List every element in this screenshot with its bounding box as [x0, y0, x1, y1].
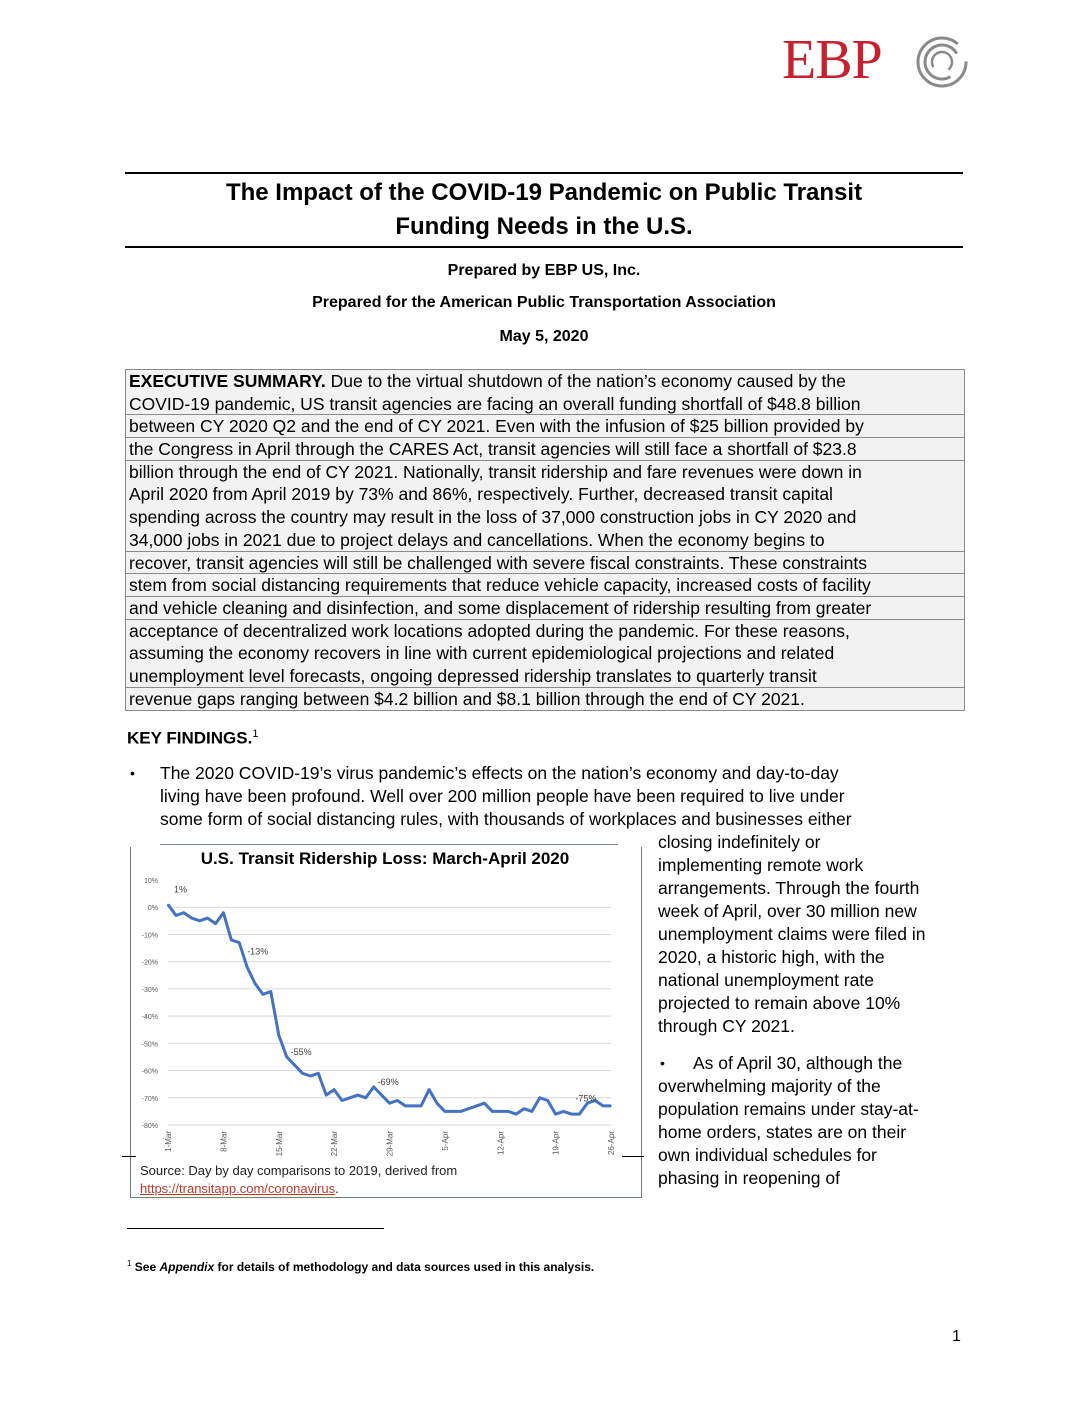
title-line-2: Funding Needs in the U.S.: [395, 213, 693, 240]
key-findings-label: KEY FINDINGS.: [127, 728, 253, 748]
data-label: -13%: [247, 946, 269, 957]
chart-tick-mark: [122, 1156, 136, 1157]
finding-bullet-2: [658, 1052, 958, 1190]
ridership-line-chart: [131, 870, 631, 1160]
exec-line: [126, 370, 964, 393]
data-point: [286, 1056, 288, 1058]
bullet-line: some form of social distancing rules, with thousands of workplaces and businesses either: [160, 809, 852, 829]
exec-line: acceptance of decentralized work locations adopted during the pandemic. For these reasons,: [129, 620, 850, 641]
exec-line: 34,000 jobs in 2021 due to project delays and cancellations. When the economy begins to: [126, 529, 964, 552]
source-link[interactable]: https://transitapp.com/coronavirus: [140, 1181, 336, 1196]
exec-line: and vehicle cleaning and disinfection, and some displacement of ridership resulting from greater: [126, 597, 964, 620]
footnote-text: See: [131, 1260, 160, 1274]
y-tick-label: -80%: [141, 1123, 158, 1130]
bullet-line: population remains under stay-at-: [658, 1099, 919, 1119]
finding-bullet-1: [160, 762, 960, 831]
data-point: [175, 915, 177, 917]
bullet-icon: •: [660, 1055, 665, 1071]
data-point: [476, 1105, 478, 1107]
exec-line: the Congress in April through the CARES Act, transit agencies will still face a shortfall of $23.8: [126, 438, 964, 461]
data-point: [199, 920, 201, 922]
data-point: [349, 1097, 351, 1099]
data-point: [294, 1064, 296, 1066]
data-point: [531, 1111, 533, 1113]
data-point: [428, 1089, 430, 1091]
exec-line: recover, transit agencies will still be challenged with severe fiscal constraints. These constraints: [126, 552, 964, 575]
logo-text: EBP: [782, 29, 882, 91]
data-point: [325, 1094, 327, 1096]
data-point: [397, 1100, 399, 1102]
bullet-line: closing indefinitely or: [658, 832, 821, 852]
x-tick-label: 22-Mar: [330, 1131, 340, 1157]
exec-line: unemployment level forecasts, ongoing depressed ridership translates to quarterly transit: [126, 665, 964, 688]
data-point: [278, 1034, 280, 1036]
chart-top-rule: [160, 844, 618, 845]
source-text: Source: Day by day comparisons to 2019, derived from: [140, 1163, 458, 1178]
bullet-line: home orders, states are on their: [658, 1122, 907, 1142]
data-point: [341, 1100, 343, 1102]
data-point: [310, 1075, 312, 1077]
logo-ring-icon: [914, 34, 972, 90]
data-point: [246, 966, 248, 968]
data-point: [492, 1111, 494, 1113]
bullet-line: living have been profound. Well over 200 million people have been required to live under: [160, 786, 845, 806]
x-tick-label: 1-Mar: [164, 1131, 173, 1152]
data-point: [452, 1111, 454, 1113]
data-point: [373, 1086, 375, 1088]
x-tick-label: 8-Mar: [219, 1131, 229, 1152]
source-link-period: .: [335, 1181, 339, 1196]
exec-summary-label: EXECUTIVE SUMMARY.: [129, 371, 326, 391]
bullet-line: phasing in reopening of: [658, 1168, 840, 1188]
data-point: [262, 994, 264, 996]
chart-tick-mark: [622, 1156, 644, 1157]
x-tick-label: 29-Mar: [385, 1131, 395, 1157]
title-line-1: The Impact of the COVID-19 Pandemic on Public Transit: [225, 179, 863, 206]
footnote: [127, 1259, 594, 1274]
y-tick-label: -40%: [141, 1014, 158, 1022]
data-label: -69%: [377, 1077, 399, 1088]
data-point: [468, 1108, 470, 1110]
data-point: [523, 1108, 525, 1110]
data-point: [381, 1094, 383, 1096]
data-label: -75%: [575, 1093, 597, 1104]
footnote-ref[interactable]: 1: [252, 728, 259, 740]
data-label: -55%: [290, 1046, 312, 1057]
data-label: 1%: [174, 884, 188, 895]
data-point: [499, 1111, 501, 1113]
bullet-line: implementing remote work: [658, 855, 864, 875]
data-point: [238, 942, 240, 944]
x-tick-label: 26-Apr: [607, 1131, 616, 1156]
data-point: [357, 1094, 359, 1096]
document-title: [125, 176, 963, 244]
exec-line: April 2020 from April 2019 by 73% and 86%, respectively. Further, decreased transit capital: [129, 484, 833, 505]
data-point: [223, 912, 225, 914]
footnote-marker: 1: [127, 1259, 132, 1268]
prepared-for: Prepared for the American Public Transportation Association: [312, 294, 776, 311]
report-date: May 5, 2020: [499, 328, 589, 345]
exec-line: stem from social distancing requirements that reduce vehicle capacity, increased costs of facility: [126, 574, 964, 597]
y-tick-label: -50%: [141, 1041, 158, 1049]
data-point: [191, 917, 193, 919]
bullet-line: week of April, over 30 million new: [658, 901, 917, 921]
bullet-line: arrangements. Through the fourth: [658, 878, 920, 898]
data-point: [215, 923, 217, 925]
data-point: [420, 1105, 422, 1107]
x-tick-label: 5-Apr: [440, 1131, 450, 1151]
y-tick-label: -20%: [141, 959, 158, 967]
bullet-line: national unemployment rate: [658, 970, 874, 990]
bullet-line: unemployment claims were filed in: [658, 924, 926, 944]
finding-bullet-1-continued: [658, 831, 958, 1038]
y-tick-label: -10%: [141, 932, 158, 940]
data-point: [365, 1097, 367, 1099]
data-point: [412, 1105, 414, 1107]
exec-line: revenue gaps ranging between $4.2 billion and $8.1 billion through the end of CY 2021.: [129, 688, 805, 709]
exec-line: between CY 2020 Q2 and the end of CY 2021. Even with the infusion of $25 billion provided by: [126, 415, 964, 438]
data-point: [318, 1072, 320, 1074]
prepared-by: Prepared by EBP US, Inc.: [447, 262, 641, 279]
data-point: [333, 1089, 335, 1091]
footnote-rule: [127, 1228, 384, 1229]
data-point: [183, 912, 185, 914]
data-point: [547, 1100, 549, 1102]
x-tick-label: 15-Mar: [274, 1131, 284, 1157]
bullet-line: own individual schedules for: [658, 1145, 877, 1165]
data-point: [302, 1072, 304, 1074]
data-point: [254, 983, 256, 985]
y-tick-label: 10%: [143, 878, 158, 885]
data-point: [579, 1113, 581, 1115]
data-point: [610, 1105, 612, 1107]
chart-title: U.S. Transit Ridership Loss: March-April 2020: [200, 849, 570, 868]
data-point: [167, 904, 169, 906]
y-tick-label: 0%: [147, 905, 158, 913]
bullet-line: 2020, a historic high, with the: [658, 947, 885, 967]
exec-line-text: Due to the virtual shutdown of the nation’s economy caused by the: [325, 371, 846, 391]
data-point: [460, 1111, 462, 1113]
page-number: 1: [952, 1328, 961, 1345]
data-point: [539, 1097, 541, 1099]
data-point: [389, 1102, 391, 1104]
y-tick-label: -60%: [141, 1068, 158, 1076]
chart-source: [140, 1162, 457, 1198]
data-point: [207, 917, 209, 919]
x-tick-label: 19-Apr: [551, 1131, 561, 1156]
x-tick-label: 12-Apr: [496, 1131, 506, 1156]
bullet-line: through CY 2021.: [658, 1016, 795, 1036]
bullet-line: The 2020 COVID-19’s virus pandemic’s effects on the nation’s economy and day-to-day: [160, 763, 839, 783]
exec-line: billion through the end of CY 2021. Nationally, transit ridership and fare revenues were down in: [129, 461, 862, 482]
exec-line: assuming the economy recovers in line with current epidemiological projections and related: [129, 643, 835, 664]
data-point: [405, 1105, 407, 1107]
bullet-line: As of April 30, although the: [693, 1053, 903, 1073]
bullet-icon: •: [130, 765, 135, 781]
data-point: [230, 939, 232, 941]
data-point: [563, 1111, 565, 1113]
data-point: [571, 1113, 573, 1115]
data-point: [507, 1111, 509, 1113]
bullet-line: projected to remain above 10%: [658, 993, 901, 1013]
data-point: [444, 1111, 446, 1113]
footnote-appendix: Appendix: [159, 1260, 215, 1274]
y-tick-label: -30%: [141, 986, 158, 994]
footnote-text: for details of methodology and data sources used in this analysis.: [214, 1260, 595, 1274]
y-tick-label: -70%: [141, 1095, 158, 1103]
data-point: [555, 1113, 557, 1115]
data-point: [515, 1113, 517, 1115]
exec-line: spending across the country may result in the loss of 37,000 construction jobs in CY 2020 and: [129, 507, 857, 528]
data-point: [270, 991, 272, 993]
data-point: [436, 1102, 438, 1104]
exec-line: COVID-19 pandemic, US transit agencies are facing an overall funding shortfall of $48.8 billion: [126, 393, 964, 416]
key-findings-heading: [127, 728, 258, 749]
ebp-logo: [782, 30, 982, 90]
data-point: [602, 1105, 604, 1107]
data-point: [484, 1102, 486, 1104]
executive-summary-box: [125, 369, 965, 711]
title-bottom-rule: [125, 246, 963, 248]
bullet-line: overwhelming majority of the: [658, 1076, 881, 1096]
title-top-rule: [125, 172, 963, 174]
